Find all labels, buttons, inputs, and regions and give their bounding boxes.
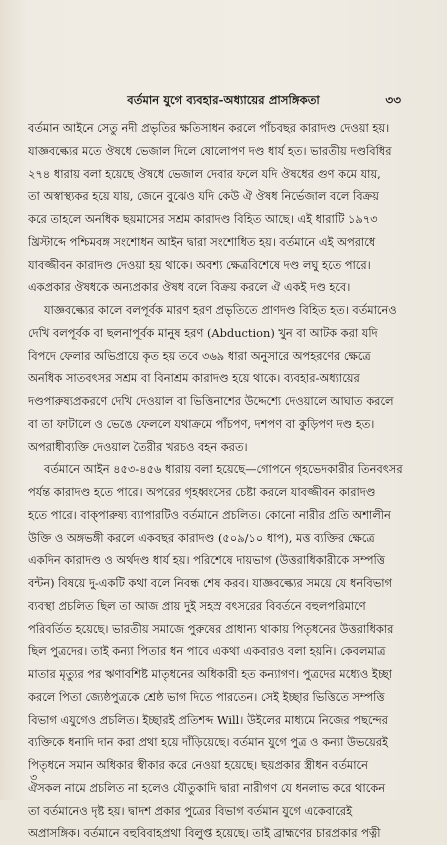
text-line: উক্তি ও অঙ্গভঙ্গী করলে একবছর কারাদণ্ড (৫০৯/১০ ধাপ), মত্ত ব্যক্তির ক্ষেত্রে [28,530,375,545]
text-line: করে তাহলে অনধিক ছয়মাসের সশ্রম কারাদণ্ড বিহিত আছে। এই ধারাটি ১৯৭৩ [28,212,378,226]
text-line: যাজ্ঞবল্ক্যের মতে ঔষধে ভেজাল দিলে ষোলোপণ দণ্ড ধার্য হত। ভারতীয় দণ্ডবিধির [28,143,392,158]
text-line: বন্টন) বিষয়ে দু-একটি কথা বলে নিবন্ধ শেষ করব। যাজ্ঞবল্ক্যের সময়ে যে ধনবিভাগ [28,576,393,590]
text-line: পর্যন্ত কারাদণ্ড হতে পারে। অপরের গৃহধ্বংসের চেষ্টা করলে যাবজ্জীবন কারাদণ্ড [28,485,376,499]
text-line: ছিল পুত্রদের। তাই কন্যা পিতার ধন পাবে একথা একবারও বলা হয়নি। কেবলমাত্র [28,644,386,659]
text-line: তা অস্বাস্থ্যকর হয়ে যায়, জেনে বুঝেও যদি কেউ ঐ ঔষধ নির্ভেজাল বলে বিক্রয় [28,189,379,204]
text-line: পিতৃধনে সমান অধিকার স্বীকার করে নেওয়া হয়েছে। ছয়প্রকার স্ত্রীধন বর্তমানে [28,758,368,772]
text-line: করলে পিতা জ্যেষ্ঠপুত্রকে শ্রেষ্ঠ ভাগ দিতে পারতেন। সেই ইচ্ছার ভিত্তিতে সম্পত্তি [28,689,385,704]
text-line: ব্যক্তিকে ধনাদি দান করা প্রথা হয়ে দাঁড়িয়েছে। বর্তমান যুগে পুত্র ও কন্যা উভয়েরই [28,735,388,750]
footer-page-number: ৩ [30,771,38,784]
running-header [0,92,447,112]
text-line: মাতার মৃত্যুর পর ঋণাবশিষ্ট মাতৃধনের অধিকারী হত কন্যাগণ। পুত্রদের মধ্যেও ইচ্ছা [28,667,392,681]
page-number: ৩৩ [385,93,401,107]
text-line: হতে পারে। বাক্‌পারুষ্য ব্যাপারটিও বর্তমানে প্রচলিত। কোনো নারীর প্রতি অশালীন [28,507,391,522]
text-line: অপরাধীব্যক্তি দেওয়াল তৈরীর খরচও বহন করত। [28,439,248,454]
text-line: ২৭৪ ধারায় বলা হয়েছে ঔষধে ভেজাল দেবার ফলে যদি ঔষধের গুণ কমে যায়, [28,166,381,181]
text-line: তা বর্তমানেও দৃষ্ট হয়। দ্বাদশ প্রকার পুত্রের বিভাগ বর্তমান যুগে একেবারেই [28,803,353,818]
text-line: যাবজ্জীবন কারাদণ্ড দেওয়া হয় থাকে। অবশ্য ক্ষেত্রবিশেষে দণ্ড লঘু হতে পারে। [28,257,371,272]
paragraph-start-line: বর্তমানে আইন ৪৫৩-৪৫৬ ধারায় বলা হয়েছে—গোপনে গৃহভেদকারীর তিনবৎসর [44,462,403,477]
text-line: বা তা ফাটালে ও ভেঙে ফেললে যথাক্রমে পাঁচপণ, দশপণ বা কুড়িপণ দণ্ড হত। [28,416,375,431]
text-line: ব্যবস্থা প্রচলিত ছিল তা আজ প্রায় দুই সহস্র বৎসরের বিবর্তনে বহুলপরিমাণে [28,598,366,613]
text-line: ঐসকল নামে প্রচলিত না হলেও যৌতুকাদি দ্বারা নারীগণ যে ধনলাভ করে থাকেন [28,780,386,795]
text-line: বর্তমান আইনে সেতু নদী প্রভৃতির ক্ষতিসাধন করলে পাঁচবছর কারাদণ্ড দেওয়া হয়। [28,121,390,135]
text-line: একপ্রকার ঔষধকে অন্যপ্রকার ঔষধ বলে বিক্রয় করলে ঐ একই দণ্ড হবে। [28,280,351,295]
text-line: অনধিক সাতবৎসর সশ্রম বা বিনাশ্রম কারাদণ্ড হয়ে থাকে। ব্যবহার-অধ্যায়ের [28,371,360,386]
body-text [28,117,417,845]
text-line: বিপদে ফেলার অভিপ্রায়ে কৃত হয় তবে ৩৬৯ ধারা অনুসারে অপহরণের ক্ষেত্রে [28,348,371,363]
text-line: দেখি বলপূর্বক বা ছলনাপূর্বক মানুষ হরণ (Abduction) খুন বা আটক করা যদি [28,325,378,340]
text-line: একদিন কারাদণ্ড ও অর্থদণ্ড ধার্য হয়। পরিশেষে দায়ভাগ (উত্তরাধিকারীকে সম্পত্তি [28,553,385,568]
text-line: খ্রিস্টাব্দে পশ্চিমবঙ্গ সংশোধন আইন দ্বারা সংশোধিত হয়। বর্তমানে এই অপরাধে [28,234,376,249]
text-line: দণ্ডপারুষ্যপ্রকরণে দেখি দেওয়াল বা ভিত্তিনাশের উদ্দেশ্যে দেওয়ালে আঘাত করলে [28,394,394,408]
text-line: বিভাগ এযুগেও প্রচলিত। ইচ্ছারই প্রতিশব্দ Will। উইলের মাধ্যমে নিজের পছন্দের [28,712,388,727]
running-title: বর্তমান যুগে ব্যবহার-অধ্যায়ের প্রাসঙ্গিকতা [127,93,320,107]
text-line: অপ্রাসঙ্গিক। বর্তমানে বহুবিবাহপ্রথা বিলুপ্ত হয়েছে। তাই ব্রাহ্মণের চারপ্রকার পত্নী [28,826,381,841]
paragraph-start-line: যাজ্ঞবল্ক্যের কালে বলপূর্বক মারণ হরণ প্রভৃতিতে প্রাণদণ্ড বিহিত হত। বর্তমানেও [44,303,397,317]
text-line: পরিবর্তিত হয়েছে। ভারতীয় সমাজে পুরুষের প্রাধান্য থাকায় পিতৃধনের উত্তরাধিকার [28,621,394,636]
